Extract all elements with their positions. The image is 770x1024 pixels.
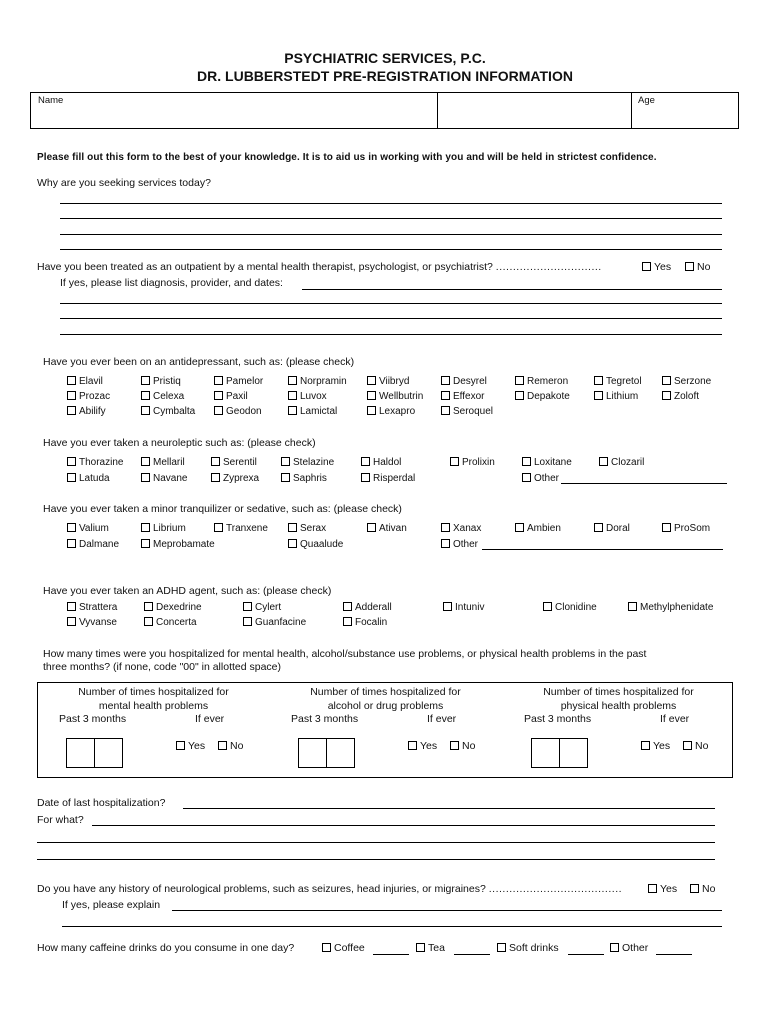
checkbox-item-prosom[interactable] [662, 523, 710, 534]
checkbox-item-pristiq[interactable] [141, 376, 181, 387]
checkbox-item-doral[interactable] [594, 523, 630, 534]
checkbox-label: Clozaril [611, 457, 645, 468]
checkbox[interactable] [594, 523, 603, 532]
checkbox-item-abilify[interactable] [67, 406, 106, 417]
checkbox[interactable] [67, 473, 76, 482]
checkbox-label: Geodon [226, 406, 262, 417]
checkbox[interactable] [408, 741, 417, 750]
checkbox-item-saphris[interactable] [281, 473, 327, 484]
hospital-ever-yes[interactable]: Yes [641, 740, 670, 752]
for-what-line[interactable] [92, 825, 715, 826]
checkbox-label: Wellbutrin [379, 391, 424, 402]
checkbox[interactable] [67, 539, 76, 548]
checkbox-label: Serax [300, 523, 327, 534]
checkbox-label: Dalmane [79, 539, 120, 550]
checkbox-label: Lamictal [300, 406, 338, 417]
checkbox[interactable] [441, 523, 450, 532]
checkbox-item-pamelor[interactable] [214, 376, 263, 387]
checkbox-label: Elavil [79, 376, 103, 387]
checkbox-item-valium[interactable] [67, 523, 109, 534]
hospital-question-line2: three months? (if none, code "00" in allotted space) [43, 661, 282, 673]
checkbox-item-elavil[interactable] [67, 376, 103, 387]
checkbox[interactable] [288, 376, 297, 385]
hospital-col-header: Number of times hospitalized for [78, 686, 229, 698]
checkbox-label: Lithium [606, 391, 639, 402]
checkbox[interactable] [343, 617, 352, 626]
hospital-col-subheader: physical health problems [560, 700, 677, 712]
checkbox-item-serzone[interactable] [662, 376, 711, 387]
hospital-ever-yes[interactable]: Yes [176, 740, 205, 752]
checkbox[interactable] [450, 741, 459, 750]
checkbox[interactable] [599, 457, 608, 466]
checkbox-label: Concerta [156, 617, 197, 628]
checkbox-label: Seroquel [453, 406, 494, 417]
checkbox-label: Haldol [373, 457, 402, 468]
checkbox[interactable] [641, 741, 650, 750]
checkbox-item-concerta[interactable] [144, 617, 197, 628]
checkbox[interactable] [441, 376, 450, 385]
checkbox-label: Depakote [527, 391, 570, 402]
outpatient-line[interactable] [60, 334, 722, 335]
checkbox-item-xanax[interactable] [441, 523, 481, 534]
checkbox-item-cylert[interactable] [243, 602, 281, 613]
form-subtitle: DR. LUBBERSTEDT PRE-REGISTRATION INFORMATION [197, 68, 573, 84]
caffeine-question: How many caffeine drinks do you consume in one day? [37, 942, 295, 954]
neuro-yes[interactable]: Yes [648, 883, 677, 895]
checkbox[interactable] [67, 602, 76, 611]
checkbox-label: Dexedrine [156, 602, 202, 613]
checkbox-item-celexa[interactable] [141, 391, 184, 402]
checkbox-item-vyvanse[interactable] [67, 617, 117, 628]
checkbox-label: Viibryd [379, 376, 410, 387]
checkbox-label: Tegretol [606, 376, 642, 387]
past-3-months-label: Past 3 months [291, 713, 359, 725]
checkbox-item-viibryd[interactable] [367, 376, 409, 387]
checkbox-item-prolixin[interactable] [450, 457, 495, 468]
outpatient-yes[interactable]: Yes [642, 261, 671, 273]
checkbox[interactable] [497, 943, 506, 952]
tranquilizer-question: Have you ever taken a minor tranquilizer or sedative, such as: (please check) [43, 503, 402, 515]
checkbox[interactable] [628, 602, 637, 611]
checkbox-label: Desyrel [453, 376, 487, 387]
checkbox-item-remeron[interactable] [515, 376, 568, 387]
checkbox-label: Cylert [255, 602, 282, 613]
checkbox-label: Effexor [453, 391, 485, 402]
hospital-col-header: Number of times hospitalized for [310, 686, 461, 698]
if-ever-label: If ever [427, 713, 457, 725]
if-ever-label: If ever [195, 713, 225, 725]
checkbox-label: Tranxene [226, 523, 268, 534]
soft-line[interactable] [568, 954, 604, 955]
hospital-count-divider [94, 738, 95, 768]
checkbox-item-tranxene[interactable] [214, 523, 268, 534]
checkbox[interactable] [594, 391, 603, 400]
checkbox[interactable] [141, 376, 150, 385]
checkbox[interactable] [288, 391, 297, 400]
checkbox-label: Latuda [79, 473, 110, 484]
checkbox-label: Cymbalta [153, 406, 196, 417]
checkbox[interactable] [214, 406, 223, 415]
checkbox-item-adderall[interactable] [343, 602, 392, 613]
outpatient-no[interactable]: No [685, 261, 710, 273]
checkbox-label: Prolixin [462, 457, 495, 468]
checkbox-label: Norpramin [300, 376, 347, 387]
checkbox-label: Valium [79, 523, 109, 534]
checkbox[interactable] [141, 523, 150, 532]
other-line[interactable] [656, 954, 692, 955]
checkbox-item-other[interactable] [441, 539, 478, 550]
checkbox[interactable] [367, 523, 376, 532]
for-what-label: For what? [37, 814, 84, 826]
checkbox-item-depakote[interactable] [515, 391, 570, 402]
checkbox-label: Mellaril [153, 457, 185, 468]
name-field[interactable] [32, 106, 435, 127]
checkbox-item-clozaril[interactable] [599, 457, 644, 468]
checkbox-label: Clonidine [555, 602, 597, 613]
name-label: Name [38, 95, 64, 106]
hospital-ever-yes[interactable]: Yes [408, 740, 437, 752]
checkbox[interactable] [176, 741, 185, 750]
checkbox-item-tegretol[interactable] [594, 376, 642, 387]
checkbox[interactable] [288, 523, 297, 532]
checkbox-item-loxitane[interactable] [522, 457, 572, 468]
past-3-months-label: Past 3 months [524, 713, 592, 725]
checkbox[interactable] [281, 457, 290, 466]
checkbox[interactable] [214, 391, 223, 400]
reason-line[interactable] [60, 203, 722, 204]
checkbox[interactable] [67, 391, 76, 400]
checkbox-item-latuda[interactable] [67, 473, 110, 484]
neuro-followup: If yes, please explain [62, 899, 161, 911]
checkbox[interactable] [662, 523, 671, 532]
checkbox-label: Stelazine [293, 457, 335, 468]
checkbox[interactable] [662, 391, 671, 400]
checkbox-item-lexapro[interactable] [367, 406, 415, 417]
past-3-months-label: Past 3 months [59, 713, 127, 725]
checkbox[interactable] [67, 617, 76, 626]
caffeine-coffee[interactable]: Coffee [322, 942, 365, 954]
checkbox-item-ativan[interactable] [367, 523, 407, 534]
checkbox[interactable] [443, 602, 452, 611]
checkbox-label: Serzone [674, 376, 712, 387]
checkbox[interactable] [361, 457, 370, 466]
checkbox-item-serentil[interactable] [211, 457, 257, 468]
checkbox-item-haldol[interactable] [361, 457, 401, 468]
checkbox-label: Abilify [79, 406, 106, 417]
checkbox[interactable] [67, 457, 76, 466]
reason-line[interactable] [60, 218, 722, 219]
checkbox[interactable] [141, 457, 150, 466]
checkbox[interactable] [690, 884, 699, 893]
checkbox-label: Guanfacine [255, 617, 307, 628]
if-ever-label: If ever [660, 713, 690, 725]
checkbox-label: Remeron [527, 376, 569, 387]
checkbox-item-thorazine[interactable] [67, 457, 123, 468]
age-label: Age [638, 95, 655, 106]
checkbox[interactable] [214, 376, 223, 385]
checkbox-label: Focalin [355, 617, 388, 628]
checkbox-item-lamictal[interactable] [288, 406, 337, 417]
checkbox-item-strattera[interactable] [67, 602, 117, 613]
checkbox-label: Methylphenidate [640, 602, 714, 613]
checkbox[interactable] [144, 602, 153, 611]
checkbox-item-paxil[interactable] [214, 391, 248, 402]
checkbox[interactable] [642, 262, 651, 271]
checkbox-label: Adderall [355, 602, 392, 613]
checkbox-label: Lexapro [379, 406, 416, 417]
checkbox-label: Intuniv [455, 602, 485, 613]
checkbox[interactable] [214, 523, 223, 532]
tea-line[interactable] [454, 954, 490, 955]
checkbox-label: ProSom [674, 523, 711, 534]
checkbox-item-methylphenidate[interactable] [628, 602, 713, 613]
outpatient-line[interactable] [302, 289, 722, 290]
checkbox[interactable] [416, 943, 425, 952]
outpatient-question: Have you been treated as an outpatient by a mental health therapist, psychologist, or psychiatrist? ............................... [37, 261, 602, 273]
checkbox-item-guanfacine[interactable] [243, 617, 306, 628]
checkbox[interactable] [594, 376, 603, 385]
tranquilizer-other-line[interactable] [482, 549, 723, 550]
checkbox-item-wellbutrin[interactable] [367, 391, 423, 402]
neuro-question: Do you have any history of neurological problems, such as seizures, head injuries, or migraines? ....................................... [37, 883, 623, 895]
checkbox-label: Meprobamate [153, 539, 215, 550]
hospital-count-divider [559, 738, 560, 768]
checkbox-item-other[interactable] [522, 473, 559, 484]
checkbox[interactable] [361, 473, 370, 482]
checkbox-label: Doral [606, 523, 630, 534]
checkbox-item-risperdal[interactable] [361, 473, 415, 484]
reason-line[interactable] [60, 249, 722, 250]
checkbox-item-zoloft[interactable] [662, 391, 699, 402]
checkbox-label: Quaalude [300, 539, 344, 550]
neuroleptic-question: Have you ever taken a neuroleptic such as: (please check) [43, 437, 316, 449]
checkbox-item-intuniv[interactable] [443, 602, 484, 613]
checkbox-item-dexedrine[interactable] [144, 602, 202, 613]
checkbox[interactable] [610, 943, 619, 952]
checkbox[interactable] [367, 376, 376, 385]
checkbox-item-clonidine[interactable] [543, 602, 597, 613]
hospital-question-line1: How many times were you hospitalized for mental health, alcohol/substance use problems, or physical health problems in the past [43, 648, 647, 660]
checkbox-item-norpramin[interactable] [288, 376, 347, 387]
checkbox-label: Luvox [300, 391, 327, 402]
checkbox[interactable] [144, 617, 153, 626]
checkbox-item-ambien[interactable] [515, 523, 561, 534]
checkbox[interactable] [343, 602, 352, 611]
checkbox-item-dalmane[interactable] [67, 539, 119, 550]
checkbox-item-cymbalta[interactable] [141, 406, 195, 417]
checkbox-label: Prozac [79, 391, 111, 402]
checkbox-item-meprobamate[interactable] [141, 539, 215, 550]
checkbox-label: Ativan [379, 523, 407, 534]
checkbox-item-seroquel[interactable] [441, 406, 493, 417]
neuro-no[interactable]: No [690, 883, 715, 895]
checkbox[interactable] [683, 741, 692, 750]
caffeine-tea[interactable]: Tea [416, 942, 445, 954]
checkbox-label: Paxil [226, 391, 248, 402]
checkbox-item-luvox[interactable] [288, 391, 327, 402]
hospital-col-header: Number of times hospitalized for [543, 686, 694, 698]
reason-question: Why are you seeking services today? [37, 177, 211, 189]
checkbox[interactable] [543, 602, 552, 611]
checkbox[interactable] [211, 457, 220, 466]
checkbox[interactable] [367, 391, 376, 400]
checkbox[interactable] [141, 473, 150, 482]
checkbox-item-mellaril[interactable] [141, 457, 185, 468]
checkbox[interactable] [441, 406, 450, 415]
checkbox[interactable] [662, 376, 671, 385]
outpatient-line[interactable] [60, 303, 722, 304]
hospital-ever-no[interactable]: No [450, 740, 475, 752]
checkbox[interactable] [522, 473, 531, 482]
checkbox-item-serax[interactable] [288, 523, 326, 534]
hospital-count-divider [326, 738, 327, 768]
hospital-col-subheader: mental health problems [98, 700, 209, 712]
age-field[interactable] [634, 106, 737, 127]
hospital-ever-no[interactable]: No [683, 740, 708, 752]
checkbox-item-desyrel[interactable] [441, 376, 487, 387]
checkbox-label: Navane [153, 473, 188, 484]
checkbox-item-navane[interactable] [141, 473, 187, 484]
checkbox-label: Risperdal [373, 473, 416, 484]
checkbox-item-stelazine[interactable] [281, 457, 334, 468]
reason-line[interactable] [60, 234, 722, 235]
hospital-col-subheader: alcohol or drug problems [327, 700, 444, 712]
checkbox-label: Vyvanse [79, 617, 117, 628]
checkbox[interactable] [515, 376, 524, 385]
checkbox-item-librium[interactable] [141, 523, 186, 534]
for-what-line[interactable] [37, 842, 715, 843]
checkbox[interactable] [141, 406, 150, 415]
checkbox-label: Other [534, 473, 560, 484]
checkbox[interactable] [441, 539, 450, 548]
checkbox[interactable] [211, 473, 220, 482]
checkbox-item-geodon[interactable] [214, 406, 262, 417]
checkbox-label: Pristiq [153, 376, 181, 387]
checkbox-label: Pamelor [226, 376, 264, 387]
for-what-line[interactable] [37, 859, 715, 860]
checkbox[interactable] [243, 617, 252, 626]
checkbox[interactable] [218, 741, 227, 750]
checkbox-item-zyprexa[interactable] [211, 473, 259, 484]
checkbox-label: Thorazine [79, 457, 124, 468]
checkbox[interactable] [67, 406, 76, 415]
checkbox[interactable] [441, 391, 450, 400]
checkbox-label: Zoloft [674, 391, 700, 402]
neuroleptic-other-line[interactable] [561, 483, 727, 484]
checkbox-label: Xanax [453, 523, 482, 534]
checkbox-label: Ambien [527, 523, 561, 534]
checkbox-item-effexor[interactable] [441, 391, 485, 402]
neuro-line[interactable] [172, 910, 722, 911]
checkbox-item-focalin[interactable] [343, 617, 387, 628]
checkbox-label: Strattera [79, 602, 118, 613]
outpatient-line[interactable] [60, 318, 722, 319]
checkbox[interactable] [522, 457, 531, 466]
checkbox[interactable] [281, 473, 290, 482]
checkbox[interactable] [243, 602, 252, 611]
checkbox-label: Loxitane [534, 457, 572, 468]
instructions: Please fill out this form to the best of your knowledge. It is to aid us in working with you and will be held in strictest confidence. [37, 152, 657, 163]
outpatient-followup: If yes, please list diagnosis, provider, and dates: [60, 277, 283, 289]
checkbox[interactable] [515, 391, 524, 400]
checkbox-label: Zyprexa [223, 473, 260, 484]
checkbox-label: Other [453, 539, 479, 550]
caffeine-soft[interactable]: Soft drinks [497, 942, 559, 954]
checkbox-label: Saphris [293, 473, 327, 484]
checkbox[interactable] [67, 376, 76, 385]
form-title: PSYCHIATRIC SERVICES, P.C. [284, 50, 486, 66]
last-hosp-date-line[interactable] [183, 808, 715, 809]
hospital-ever-no[interactable]: No [218, 740, 243, 752]
checkbox-label: Celexa [153, 391, 185, 402]
checkbox-item-quaalude[interactable] [288, 539, 343, 550]
checkbox[interactable] [367, 406, 376, 415]
caffeine-other[interactable]: Other [610, 942, 648, 954]
coffee-line[interactable] [373, 954, 409, 955]
checkbox[interactable] [322, 943, 331, 952]
name-age-divider [437, 92, 632, 129]
checkbox[interactable] [685, 262, 694, 271]
checkbox[interactable] [141, 539, 150, 548]
checkbox-item-prozac[interactable] [67, 391, 110, 402]
checkbox[interactable] [288, 539, 297, 548]
neuro-line[interactable] [62, 926, 722, 927]
checkbox[interactable] [67, 523, 76, 532]
checkbox-label: Librium [153, 523, 186, 534]
checkbox-item-lithium[interactable] [594, 391, 638, 402]
last-hosp-date-label: Date of last hospitalization? [37, 797, 166, 809]
checkbox[interactable] [288, 406, 297, 415]
checkbox[interactable] [515, 523, 524, 532]
checkbox[interactable] [450, 457, 459, 466]
adhd-question: Have you ever taken an ADHD agent, such as: (please check) [43, 585, 332, 597]
checkbox[interactable] [141, 391, 150, 400]
checkbox[interactable] [648, 884, 657, 893]
antidepressant-question: Have you ever been on an antidepressant, such as: (please check) [43, 356, 355, 368]
checkbox-label: Serentil [223, 457, 257, 468]
